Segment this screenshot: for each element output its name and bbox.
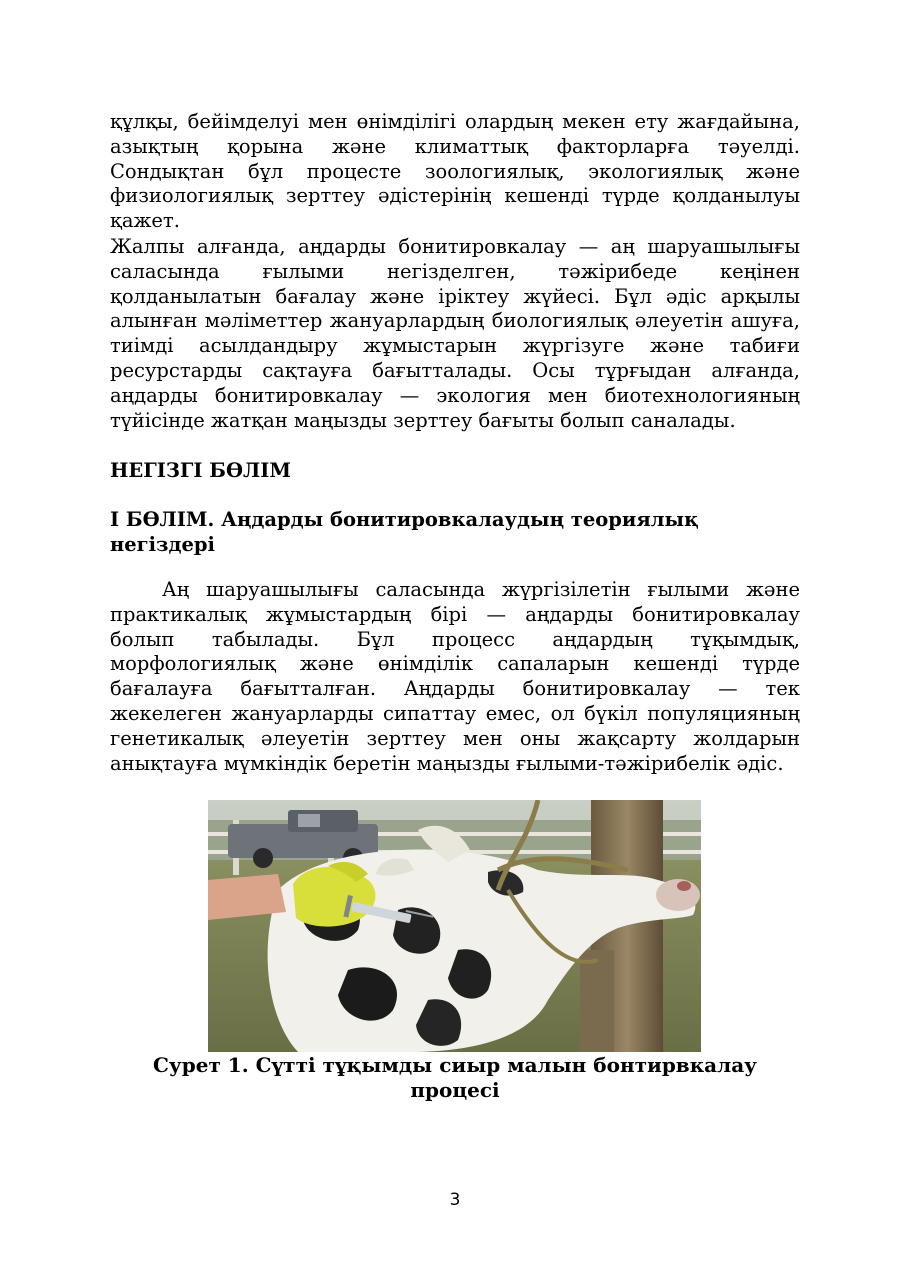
main-section-heading: НЕГІЗГІ БӨЛІМ [110, 459, 291, 482]
page-number: 3 [449, 1190, 461, 1210]
paragraph-section-1: Аң шаруашылығы саласында жүргізілетін ғылыми және практикалық жұмыстардың бірі — аңдарды бонитировкалау болып табылады. Бұл процесс аңдардың тұқымдық, морфологиялық және өнімділік сапаларын кешенді түрде бағалауға бағытталған. Аңдарды бонитировкалау — тек жекелеген жануарларды сипаттау емес, ол бүкіл популяцияның генетикалық әлеуетін зерттеу мен оны жақсарту жолдарын анықтауға мүмкіндік беретін маңызды ғылыми-тәжірибелік әдіс. [110, 578, 800, 775]
paragraph-intro-continued: құлқы, бейімделуі мен өнімділігі олардың мекен ету жағдайына, азықтың қорына және климаттық факторларға тәуелді. Сондықтан бұл процесте зоологиялық, экологиялық және физиологиялық зерттеу әдістерінің кешенді түрде қолданылуы қажет. [110, 110, 800, 233]
section-1-heading-line2: негіздері [110, 532, 215, 556]
figure-caption-line1: Сурет 1. Сүтті тұқымды сиыр малын бонтирвкалау [153, 1053, 757, 1077]
section-1-heading-line1: І БӨЛІМ. Аңдарды бонитировкалаудың теориялық [110, 508, 699, 531]
figure-cow-photo [208, 800, 701, 1052]
section-1-heading [110, 508, 800, 558]
figure-caption-line2: процесі [410, 1078, 500, 1102]
paragraph-summary: Жалпы алғанда, аңдарды бонитировкалау — аң шаруашылығы саласында ғылыми негізделген, тәжірибеде кеңінен қолданылатын бағалау және іріктеу жүйесі. Бұл әдіс арқылы алынған мәліметтер жануарлардың биологиялық әлеуетін ашуға, тиімді асылдандыру жұмыстарын жүргізуге және табиғи ресурстарды сақтауға бағытталады. Осы тұрғыдан алғанда, аңдарды бонитировкалау — экология мен биотехнологияның түйісінде жатқан маңызды зерттеу бағыты болып саналады. [110, 235, 800, 432]
figure-caption [110, 1053, 800, 1103]
